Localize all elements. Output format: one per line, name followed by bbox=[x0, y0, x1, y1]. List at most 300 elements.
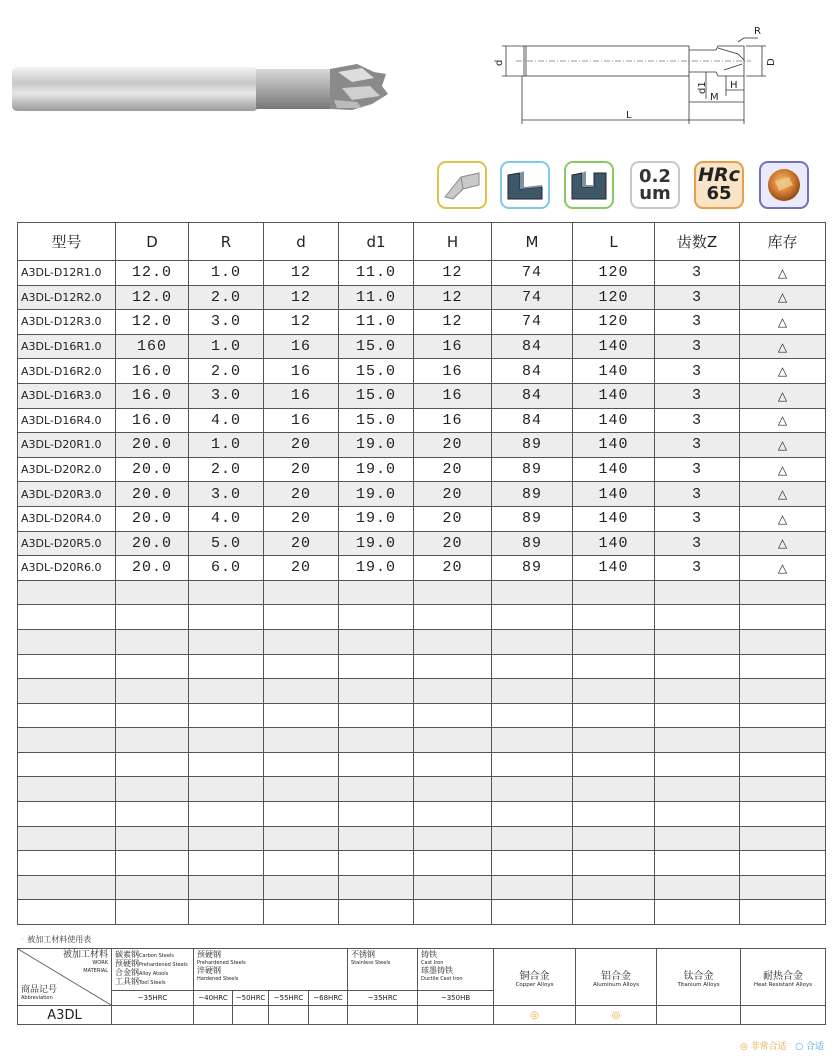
profile-milling-icon bbox=[437, 161, 487, 209]
spec-cell: 89 bbox=[492, 506, 573, 531]
empty-cell bbox=[18, 851, 116, 876]
spec-header-row bbox=[18, 223, 826, 261]
empty-cell bbox=[740, 728, 826, 753]
spec-cell: 3 bbox=[655, 310, 740, 335]
empty-cell bbox=[414, 703, 492, 728]
spec-cell: 3.0 bbox=[189, 482, 264, 507]
empty-cell bbox=[414, 900, 492, 925]
empty-cell bbox=[339, 728, 414, 753]
spec-cell: 89 bbox=[492, 482, 573, 507]
spec-cell: 12 bbox=[264, 285, 339, 310]
empty-cell bbox=[655, 703, 740, 728]
coating-icon bbox=[759, 161, 809, 209]
drawing-label-d1: d1 bbox=[697, 81, 708, 94]
empty-cell bbox=[414, 728, 492, 753]
table-row bbox=[18, 482, 826, 507]
empty-cell bbox=[414, 802, 492, 827]
empty-cell bbox=[18, 900, 116, 925]
empty-cell bbox=[18, 580, 116, 605]
empty-cell bbox=[414, 654, 492, 679]
spec-cell: △ bbox=[740, 556, 826, 581]
empty-cell bbox=[18, 605, 116, 630]
spec-cell: 160 bbox=[116, 334, 189, 359]
empty-cell bbox=[116, 654, 189, 679]
abbr-en: Abbreviation bbox=[21, 995, 53, 1001]
spec-cell: A3DL-D20R4.0 bbox=[18, 506, 116, 531]
spec-cell: 20.0 bbox=[116, 482, 189, 507]
empty-cell bbox=[264, 654, 339, 679]
empty-row bbox=[18, 900, 826, 925]
empty-cell bbox=[189, 900, 264, 925]
spec-cell: △ bbox=[740, 359, 826, 384]
material-table-title: ◦ 被加工材料使用表 bbox=[20, 935, 92, 944]
empty-cell bbox=[116, 802, 189, 827]
suitability-mark: ◎ bbox=[530, 1009, 539, 1021]
empty-cell bbox=[740, 802, 826, 827]
spec-cell: A3DL-D16R3.0 bbox=[18, 383, 116, 408]
suitability-cell bbox=[194, 1006, 233, 1025]
empty-cell bbox=[339, 703, 414, 728]
empty-cell bbox=[573, 851, 655, 876]
product-code: A3DL bbox=[18, 1006, 112, 1025]
empty-cell bbox=[573, 728, 655, 753]
spec-cell: 20 bbox=[414, 556, 492, 581]
empty-cell bbox=[189, 802, 264, 827]
spec-cell: 140 bbox=[573, 482, 655, 507]
spec-cell: 19.0 bbox=[339, 556, 414, 581]
empty-cell bbox=[492, 703, 573, 728]
spec-cell: 16 bbox=[414, 408, 492, 433]
spec-cell: △ bbox=[740, 334, 826, 359]
empty-row bbox=[18, 679, 826, 704]
empty-cell bbox=[18, 629, 116, 654]
empty-cell bbox=[264, 802, 339, 827]
spec-cell: 19.0 bbox=[339, 506, 414, 531]
tolerance-badge bbox=[630, 161, 680, 209]
empty-cell bbox=[573, 703, 655, 728]
spec-cell: 120 bbox=[573, 285, 655, 310]
tool-photo bbox=[12, 60, 390, 118]
empty-cell bbox=[264, 679, 339, 704]
table-row bbox=[18, 556, 826, 581]
spec-cell: 12 bbox=[414, 285, 492, 310]
spec-cell: 15.0 bbox=[339, 359, 414, 384]
empty-cell bbox=[573, 900, 655, 925]
empty-cell bbox=[492, 580, 573, 605]
abbr-zh: 商品记号 bbox=[21, 985, 58, 995]
empty-cell bbox=[339, 629, 414, 654]
legend-suitable: ○ 合适 bbox=[795, 1042, 824, 1052]
drawing-label-M: M bbox=[710, 92, 719, 103]
empty-cell bbox=[655, 605, 740, 630]
material-header-cell bbox=[18, 949, 112, 1006]
empty-cell bbox=[655, 728, 740, 753]
empty-cell bbox=[655, 679, 740, 704]
empty-cell bbox=[655, 752, 740, 777]
empty-cell bbox=[492, 605, 573, 630]
empty-cell bbox=[414, 875, 492, 900]
empty-cell bbox=[573, 875, 655, 900]
empty-cell bbox=[189, 777, 264, 802]
spec-cell: 3 bbox=[655, 556, 740, 581]
empty-cell bbox=[18, 703, 116, 728]
empty-cell bbox=[492, 654, 573, 679]
spec-cell: 16 bbox=[264, 408, 339, 433]
empty-cell bbox=[573, 777, 655, 802]
spec-cell: 19.0 bbox=[339, 482, 414, 507]
empty-cell bbox=[339, 679, 414, 704]
spec-cell: 12 bbox=[414, 261, 492, 286]
spec-header-7: L bbox=[573, 223, 655, 261]
empty-cell bbox=[189, 629, 264, 654]
empty-cell bbox=[492, 802, 573, 827]
spec-cell: A3DL-D12R3.0 bbox=[18, 310, 116, 335]
spec-cell: 140 bbox=[573, 506, 655, 531]
spec-header-2: R bbox=[189, 223, 264, 261]
table-row bbox=[18, 506, 826, 531]
spec-cell: 4.0 bbox=[189, 506, 264, 531]
spec-cell: △ bbox=[740, 261, 826, 286]
suitability-cell bbox=[741, 1006, 826, 1025]
empty-cell bbox=[655, 851, 740, 876]
spec-cell: 3.0 bbox=[189, 310, 264, 335]
empty-cell bbox=[264, 752, 339, 777]
empty-cell bbox=[264, 728, 339, 753]
empty-cell bbox=[492, 752, 573, 777]
empty-cell bbox=[339, 777, 414, 802]
spec-cell: 2.0 bbox=[189, 285, 264, 310]
spec-cell: 89 bbox=[492, 531, 573, 556]
empty-cell bbox=[655, 580, 740, 605]
empty-cell bbox=[492, 629, 573, 654]
material-header-en2: MATERIAL bbox=[83, 968, 108, 974]
empty-cell bbox=[573, 580, 655, 605]
suitability-cell bbox=[494, 1006, 576, 1025]
spec-header-1: D bbox=[116, 223, 189, 261]
spec-cell: 16 bbox=[414, 383, 492, 408]
empty-cell bbox=[264, 826, 339, 851]
spec-cell: 3 bbox=[655, 261, 740, 286]
table-row bbox=[18, 334, 826, 359]
spec-cell: 3 bbox=[655, 359, 740, 384]
spec-cell: A3DL-D20R5.0 bbox=[18, 531, 116, 556]
spec-cell: 15.0 bbox=[339, 334, 414, 359]
table-row bbox=[18, 261, 826, 286]
spec-cell: 12.0 bbox=[116, 310, 189, 335]
spec-cell: 20 bbox=[414, 433, 492, 458]
empty-row bbox=[18, 728, 826, 753]
empty-cell bbox=[655, 826, 740, 851]
empty-row bbox=[18, 826, 826, 851]
spec-cell: 19.0 bbox=[339, 433, 414, 458]
empty-cell bbox=[655, 802, 740, 827]
empty-cell bbox=[573, 802, 655, 827]
empty-cell bbox=[492, 777, 573, 802]
spec-cell: 3.0 bbox=[189, 383, 264, 408]
drawing-label-H: H bbox=[730, 80, 738, 91]
spec-cell: 140 bbox=[573, 408, 655, 433]
hardness-cell: ~350HB bbox=[418, 991, 494, 1006]
spec-cell: 12 bbox=[264, 310, 339, 335]
empty-cell bbox=[740, 654, 826, 679]
empty-cell bbox=[339, 900, 414, 925]
empty-cell bbox=[740, 851, 826, 876]
empty-cell bbox=[414, 580, 492, 605]
spec-cell: 12 bbox=[414, 310, 492, 335]
empty-cell bbox=[264, 629, 339, 654]
empty-cell bbox=[740, 629, 826, 654]
empty-cell bbox=[116, 728, 189, 753]
spec-cell: 11.0 bbox=[339, 310, 414, 335]
spec-cell: 3 bbox=[655, 408, 740, 433]
spec-cell: 1.0 bbox=[189, 334, 264, 359]
spec-cell: 2.0 bbox=[189, 359, 264, 384]
empty-cell bbox=[264, 900, 339, 925]
empty-cell bbox=[414, 679, 492, 704]
spec-cell: 74 bbox=[492, 310, 573, 335]
hardness-value: 65 bbox=[706, 183, 732, 204]
spec-cell: 89 bbox=[492, 457, 573, 482]
table-row bbox=[18, 359, 826, 384]
spec-cell: A3DL-D20R2.0 bbox=[18, 457, 116, 482]
spec-cell: 140 bbox=[573, 556, 655, 581]
empty-cell bbox=[740, 703, 826, 728]
spec-cell: 84 bbox=[492, 408, 573, 433]
spec-cell: 15.0 bbox=[339, 383, 414, 408]
empty-cell bbox=[573, 679, 655, 704]
empty-cell bbox=[18, 752, 116, 777]
empty-row bbox=[18, 580, 826, 605]
spec-cell: 19.0 bbox=[339, 457, 414, 482]
spec-cell: 16 bbox=[264, 334, 339, 359]
empty-cell bbox=[189, 875, 264, 900]
empty-cell bbox=[18, 728, 116, 753]
spec-cell: △ bbox=[740, 457, 826, 482]
drawing-label-D: D bbox=[766, 58, 777, 66]
drawing-label-d: d bbox=[494, 59, 505, 66]
spec-cell: 11.0 bbox=[339, 285, 414, 310]
empty-cell bbox=[116, 875, 189, 900]
empty-cell bbox=[264, 605, 339, 630]
empty-cell bbox=[189, 654, 264, 679]
empty-cell bbox=[18, 826, 116, 851]
empty-cell bbox=[740, 900, 826, 925]
table-row bbox=[18, 433, 826, 458]
spec-cell: 20 bbox=[414, 457, 492, 482]
empty-cell bbox=[740, 580, 826, 605]
spec-cell: 16.0 bbox=[116, 383, 189, 408]
hardness-cell: ~35HRC bbox=[348, 991, 418, 1006]
spec-cell: 140 bbox=[573, 457, 655, 482]
empty-row bbox=[18, 777, 826, 802]
spec-cell: 12 bbox=[264, 261, 339, 286]
spec-cell: △ bbox=[740, 482, 826, 507]
empty-cell bbox=[116, 580, 189, 605]
spec-cell: 1.0 bbox=[189, 261, 264, 286]
suitability-cell bbox=[576, 1006, 657, 1025]
spec-cell: 15.0 bbox=[339, 408, 414, 433]
spec-cell: 16 bbox=[264, 383, 339, 408]
spec-cell: 140 bbox=[573, 531, 655, 556]
spec-cell: 20.0 bbox=[116, 556, 189, 581]
legend bbox=[740, 1039, 824, 1052]
empty-cell bbox=[492, 875, 573, 900]
material-titanium: 钛合金 Titanium Alloys bbox=[657, 949, 741, 1006]
empty-cell bbox=[189, 851, 264, 876]
spec-cell: 1.0 bbox=[189, 433, 264, 458]
empty-cell bbox=[740, 605, 826, 630]
spec-cell: 89 bbox=[492, 556, 573, 581]
spec-cell: 74 bbox=[492, 285, 573, 310]
empty-cell bbox=[116, 826, 189, 851]
spec-header-5: H bbox=[414, 223, 492, 261]
empty-cell bbox=[492, 851, 573, 876]
empty-cell bbox=[189, 703, 264, 728]
empty-cell bbox=[339, 580, 414, 605]
suitability-cell bbox=[418, 1006, 494, 1025]
spec-cell: 120 bbox=[573, 310, 655, 335]
empty-cell bbox=[18, 679, 116, 704]
slot-shoulder-icon bbox=[500, 161, 550, 209]
spec-cell: 3 bbox=[655, 383, 740, 408]
empty-cell bbox=[264, 851, 339, 876]
spec-cell: 19.0 bbox=[339, 531, 414, 556]
empty-cell bbox=[18, 802, 116, 827]
spec-cell: 11.0 bbox=[339, 261, 414, 286]
empty-cell bbox=[339, 826, 414, 851]
spec-cell: 16 bbox=[414, 359, 492, 384]
material-aluminum: 铝合金 Aluminum Alloys bbox=[576, 949, 657, 1006]
empty-row bbox=[18, 851, 826, 876]
tolerance-value: 0.2 bbox=[639, 166, 671, 187]
empty-cell bbox=[18, 777, 116, 802]
spec-cell: 20 bbox=[264, 433, 339, 458]
hardness-badge bbox=[694, 161, 744, 209]
spec-cell: 5.0 bbox=[189, 531, 264, 556]
empty-cell bbox=[339, 802, 414, 827]
suitability-cell bbox=[348, 1006, 418, 1025]
empty-cell bbox=[414, 826, 492, 851]
empty-row bbox=[18, 629, 826, 654]
spec-cell: 6.0 bbox=[189, 556, 264, 581]
empty-cell bbox=[264, 777, 339, 802]
table-row bbox=[18, 408, 826, 433]
spec-cell: 140 bbox=[573, 383, 655, 408]
empty-cell bbox=[740, 875, 826, 900]
material-heat-resistant: 耐热合金 Heat Resistant Alloys bbox=[741, 949, 826, 1006]
spec-header-8: 齿数Z bbox=[655, 223, 740, 261]
spec-cell: 74 bbox=[492, 261, 573, 286]
spec-cell: 20 bbox=[264, 457, 339, 482]
empty-cell bbox=[573, 752, 655, 777]
empty-cell bbox=[116, 703, 189, 728]
spec-cell: 4.0 bbox=[189, 408, 264, 433]
material-header-en1: WORK bbox=[92, 960, 108, 966]
empty-cell bbox=[264, 703, 339, 728]
spec-cell: 20 bbox=[414, 531, 492, 556]
empty-cell bbox=[116, 629, 189, 654]
material-group-hardened: 预硬钢 Prehardened Steels 淬硬钢 Hardened Steels bbox=[194, 949, 348, 991]
spec-cell: 20 bbox=[264, 482, 339, 507]
empty-cell bbox=[414, 752, 492, 777]
empty-cell bbox=[414, 851, 492, 876]
spec-cell: 3 bbox=[655, 506, 740, 531]
spec-cell: 20 bbox=[264, 506, 339, 531]
hardness-label: HRc bbox=[698, 164, 740, 186]
empty-row bbox=[18, 703, 826, 728]
spec-cell: A3DL-D20R1.0 bbox=[18, 433, 116, 458]
empty-row bbox=[18, 752, 826, 777]
spec-header-9: 库存 bbox=[740, 223, 826, 261]
empty-cell bbox=[414, 605, 492, 630]
spec-cell: 3 bbox=[655, 285, 740, 310]
empty-cell bbox=[573, 654, 655, 679]
empty-cell bbox=[740, 752, 826, 777]
material-table bbox=[17, 948, 826, 1025]
suitability-mark: ◎ bbox=[611, 1009, 621, 1021]
spec-cell: △ bbox=[740, 531, 826, 556]
spec-cell: 20.0 bbox=[116, 531, 189, 556]
empty-cell bbox=[740, 679, 826, 704]
spec-cell: 20.0 bbox=[116, 506, 189, 531]
empty-cell bbox=[18, 875, 116, 900]
empty-row bbox=[18, 654, 826, 679]
spec-cell: 16 bbox=[264, 359, 339, 384]
spec-header-4: d1 bbox=[339, 223, 414, 261]
spec-cell: 2.0 bbox=[189, 457, 264, 482]
empty-cell bbox=[18, 654, 116, 679]
spec-cell: △ bbox=[740, 310, 826, 335]
empty-cell bbox=[655, 629, 740, 654]
empty-row bbox=[18, 802, 826, 827]
empty-cell bbox=[339, 875, 414, 900]
hardness-cell: ~40HRC bbox=[194, 991, 233, 1006]
spec-cell: 3 bbox=[655, 457, 740, 482]
spec-cell: 3 bbox=[655, 482, 740, 507]
drawing-label-L: L bbox=[626, 110, 632, 121]
spec-cell: △ bbox=[740, 506, 826, 531]
spec-cell: 20.0 bbox=[116, 457, 189, 482]
empty-cell bbox=[116, 900, 189, 925]
spec-cell: 12.0 bbox=[116, 261, 189, 286]
material-header-zh: 被加工材料 bbox=[62, 950, 108, 960]
empty-cell bbox=[740, 777, 826, 802]
spec-cell: 140 bbox=[573, 433, 655, 458]
slot-milling-icon bbox=[564, 161, 614, 209]
spec-cell: A3DL-D12R2.0 bbox=[18, 285, 116, 310]
spec-cell: 3 bbox=[655, 531, 740, 556]
empty-cell bbox=[189, 605, 264, 630]
empty-cell bbox=[339, 654, 414, 679]
table-row bbox=[18, 383, 826, 408]
empty-cell bbox=[492, 679, 573, 704]
table-row bbox=[18, 457, 826, 482]
empty-row bbox=[18, 605, 826, 630]
spec-cell: △ bbox=[740, 285, 826, 310]
empty-cell bbox=[189, 752, 264, 777]
spec-cell: 89 bbox=[492, 433, 573, 458]
spec-header-3: d bbox=[264, 223, 339, 261]
tolerance-unit: um bbox=[639, 183, 671, 204]
empty-cell bbox=[492, 900, 573, 925]
suitability-cell bbox=[309, 1006, 348, 1025]
spec-cell: 12.0 bbox=[116, 285, 189, 310]
empty-cell bbox=[339, 605, 414, 630]
spec-cell: A3DL-D16R1.0 bbox=[18, 334, 116, 359]
hardness-cell: ~55HRC bbox=[269, 991, 309, 1006]
suitability-cell bbox=[269, 1006, 309, 1025]
spec-cell: A3DL-D16R4.0 bbox=[18, 408, 116, 433]
